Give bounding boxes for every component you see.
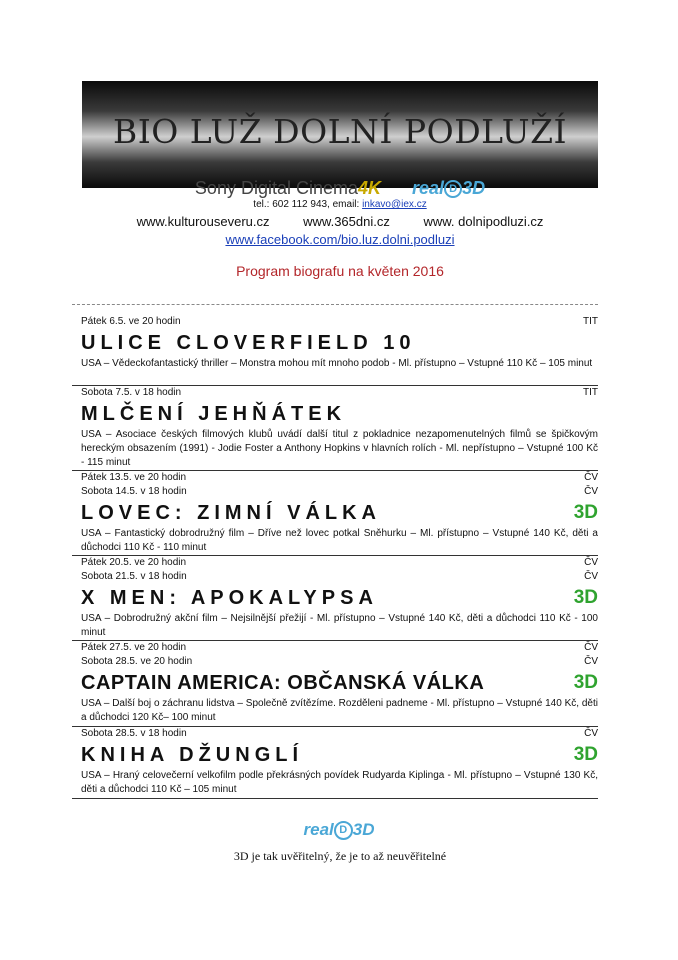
film-block-1 [81,315,598,371]
film-title: LOVEC: ZIMNÍ VÁLKA 3D [81,499,598,527]
website-link-1[interactable]: www.kulturouseveru.cz [136,214,270,229]
showtime: Sobota 21.5. v 18 hodin [81,571,187,582]
showtime: Sobota 28.5. ve 20 hodin [81,656,193,667]
cinema-title: BIO LUŽ DOLNÍ PODLUŽÍ [112,112,568,151]
email-link[interactable]: inkavo@iex.cz [362,199,427,210]
film-title: ULICE CLOVERFIELD 10 [81,332,416,354]
film-title: X MEN: APOKALYPSA 3D [81,584,598,612]
3d-badge: 3D [573,744,598,765]
showtime: Pátek 13.5. ve 20 hodin [81,472,187,483]
film-block-4 [81,556,598,640]
logos-row [82,178,598,200]
film-description: USA – Asociace českých filmových klubů uvádí další titul z pokladnice nezapomenutelných filmů se špičkovým hereckým obsazením (1991) - Jodie Foster a Anthony Hopkins v hlavních rolích - Ml. nepřístupno – Vstupné 100 Kč - 115 minut [81,429,598,468]
websites-line [82,214,598,229]
film-description: USA – Dobrodružný akční film – Nejsilnější přežijí - Ml. přístupno – Vstupné 140 Kč, děti a důchodci 110 Kč - 100 minut [81,613,598,638]
format-tag: ČV [584,571,598,582]
showtime: Pátek 20.5. ve 20 hodin [81,557,187,568]
film-block-6 [81,727,598,797]
film-block-5 [81,641,598,725]
footer-slogan: 3D je tak uvěřitelný, že je to až neuvěřitelné [233,849,447,863]
showtimes [81,471,598,499]
format-tag: ČV [584,557,598,568]
film-description: USA – Další boj o záchranu lidstva – Společně zvítězíme. Rozděleni padneme - Ml. přístupno – Vstupné 140 Kč, děti a důchodci 120 Kč– 100 minut [81,698,598,723]
reald-logo-footer: real D 3D [303,820,375,839]
film-title: CAPTAIN AMERICA: OBČANSKÁ VÁLKA 3D [81,669,598,697]
format-tag: ČV [584,472,598,483]
film-description: USA – Fantastický dobrodružný film – Dříve než lovec potkal Sněhurku – Ml. přístupno – Vstupné 140 Kč, děti a důchodci 110 Kč - 110 minut [81,528,598,553]
website-link-3[interactable]: www. dolnipodluzi.cz [423,214,544,229]
film-block-2 [81,386,598,470]
showtime: Pátek 27.5. ve 20 hodin [81,642,187,653]
format-tag: ČV [584,486,598,497]
showtime: Sobota 28.5. v 18 hodin [81,728,187,739]
showtimes [81,727,598,741]
sony-logo: Sony Digital Cinema4K [194,178,382,198]
film-title: MLČENÍ JEHŇÁTEK [81,403,347,425]
reald-logo: real D 3D [412,178,486,198]
facebook-link[interactable]: www.facebook.com/bio.luz.dolni.podluzi [225,232,455,247]
contact-line: tel.: 602 112 943, email: inkavo@iex.cz [253,199,427,210]
format-tag: TIT [583,387,598,398]
film-description: USA – Hraný celovečerní velkofilm podle překrásných povídek Rudyarda Kiplinga - Ml. přístupno – Vstupné 130 Kč, děti a důchodci 110 Kč – 105 minut [81,770,598,795]
showtimes [81,556,598,584]
format-tag: ČV [584,642,598,653]
showtimes [81,641,598,669]
dashed-divider [72,304,598,305]
3d-badge: 3D [573,587,598,608]
showtime: Pátek 6.5. ve 20 hodin [81,316,181,327]
format-tag: TIT [583,316,598,327]
film-block-3 [81,471,598,555]
format-tag: ČV [584,728,598,739]
website-link-2[interactable]: www.365dni.cz [303,214,390,229]
film-description: USA – Vědeckofantastický thriller – Monstra mohou mít mnoho podob - Ml. přístupno – Vstupné 110 Kč – 105 minut [81,358,593,369]
format-tag: ČV [584,656,598,667]
program-heading: Program biografu na květen 2016 [236,263,444,279]
3d-badge: 3D [573,672,598,693]
divider [72,798,598,799]
3d-badge: 3D [573,502,598,523]
showtimes [81,386,598,400]
showtime: Sobota 7.5. v 18 hodin [81,387,182,398]
showtimes [81,315,598,329]
showtime: Sobota 14.5. v 18 hodin [81,486,187,497]
film-title: KNIHA DŽUNGLÍ 3D [81,741,598,769]
